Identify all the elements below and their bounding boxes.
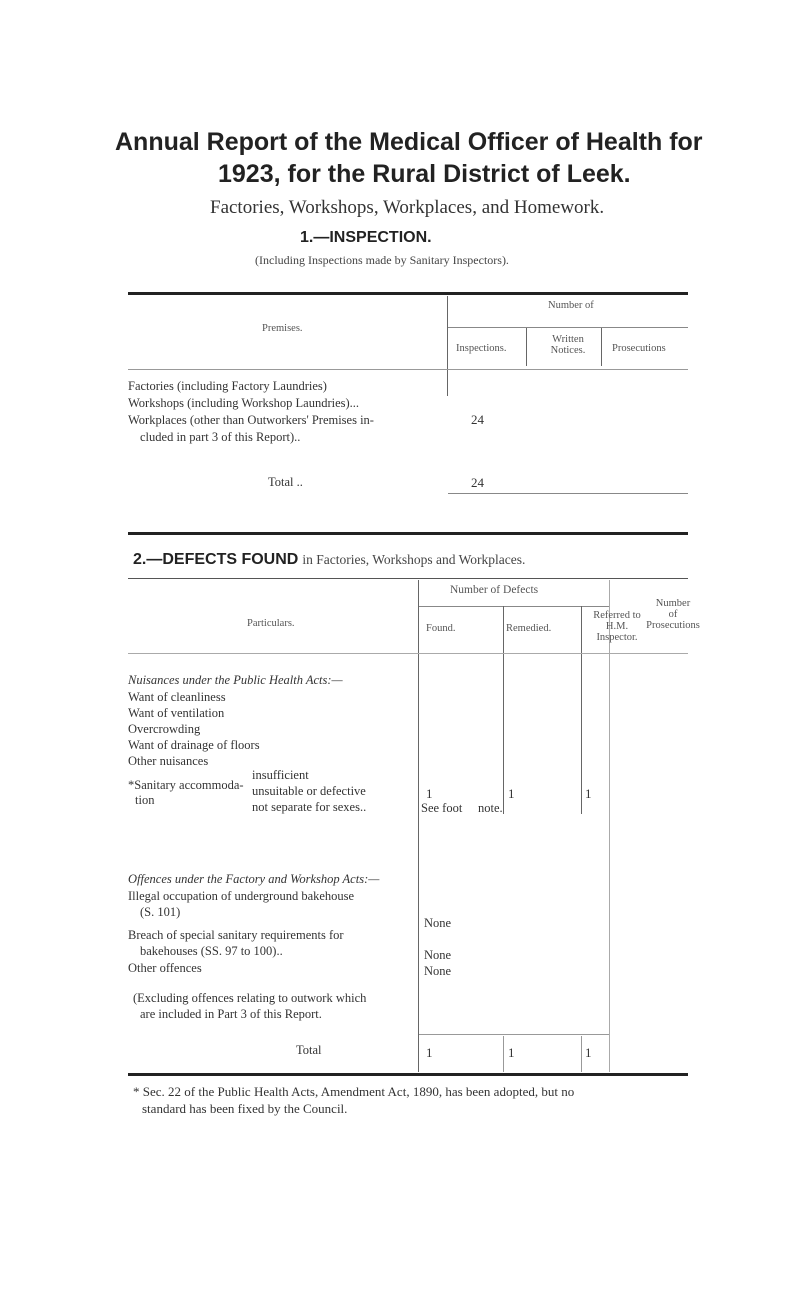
offence-illegal-cont: (S. 101) (140, 905, 181, 919)
section1-heading: 1.—INSPECTION. (300, 229, 432, 246)
see-footnote-cont: note. (478, 801, 503, 815)
nuisance-item: Want of ventilation (128, 706, 225, 720)
table2-total-referred: 1 (585, 1045, 592, 1060)
sanitary-found: 1 (426, 786, 433, 801)
col-pros-line3: Prosecutions (646, 620, 700, 631)
premises-row-factories: Factories (including Factory Laundries) (128, 379, 327, 393)
premises-row-workshops: Workshops (including Workshop Laundries)... (128, 396, 360, 410)
offence-illegal-value: None (424, 916, 452, 930)
offences-heading: Offences under the Factory and Workshop Acts:— (128, 872, 380, 886)
table2-total-found: 1 (426, 1045, 433, 1060)
col-referred-line2: H.M. (605, 621, 629, 632)
table1-total-inspections: 24 (471, 475, 484, 490)
section2-heading (133, 551, 525, 569)
excluding-note-cont: are included in Part 3 of this Report. (140, 1007, 322, 1021)
nuisance-item: Other nuisances (128, 754, 209, 768)
report-title-line1: Annual Report of the Medical Officer of Health for (115, 128, 703, 156)
offence-other-value: None (424, 964, 452, 978)
table1-top-rule (128, 292, 688, 295)
table1-bottom-rule (128, 532, 688, 535)
nuisance-item: Overcrowding (128, 722, 201, 736)
offence-other: Other offences (128, 961, 202, 975)
offence-breach-value: None (424, 948, 452, 962)
offence-breach-cont: bakehouses (SS. 97 to 100).. (140, 944, 283, 958)
sanitary-item: insufficient (252, 768, 309, 782)
table1-sub-rule (448, 327, 688, 328)
col-written-line2: Notices. (550, 345, 586, 356)
table1-total-label: Total .. (268, 475, 303, 489)
table1-header-rule (128, 369, 688, 370)
col-written-notices (538, 334, 598, 356)
table2-col-divider-lower-3 (609, 820, 610, 1072)
footnote-line1: * Sec. 22 of the Public Health Acts, Amendment Act, 1890, has been adopted, but no (133, 1084, 575, 1099)
section1-note: (Including Inspections made by Sanitary Inspectors). (255, 253, 509, 267)
col-referred-line3: Inspector. (596, 632, 638, 643)
report-subtitle: Factories, Workshops, Workplaces, and Homework. (210, 197, 605, 218)
table1-col-divider-2 (601, 328, 602, 366)
offence-illegal: Illegal occupation of underground bakehouse (128, 889, 355, 903)
table2-total-remedied: 1 (508, 1045, 515, 1060)
sanitary-referred: 1 (585, 786, 592, 801)
sanitary-item: unsuitable or defective (252, 784, 366, 798)
footnote-line2: standard has been fixed by the Council. (142, 1101, 348, 1116)
table1-total-rule (448, 493, 688, 494)
col-inspections: Inspections. (456, 343, 507, 354)
table2-total-top-rule (419, 1034, 609, 1035)
premises-row-workplaces: Workplaces (other than Outworkers' Premises in- (128, 413, 374, 427)
table2-top-rule (128, 578, 688, 579)
offence-breach: Breach of special sanitary requirements for (128, 928, 344, 942)
table2-col-divider-lower-1 (503, 1036, 504, 1072)
col-found: Found. (426, 623, 456, 634)
col-referred-line1: Referred to (593, 610, 641, 621)
sanitary-label: *Sanitary accommoda- (128, 778, 244, 792)
premises-row-workplaces-cont: cluded in part 3 of this Report).. (140, 430, 301, 444)
report-title-line2: 1923, for the Rural District of Leek. (218, 160, 631, 188)
table2-col-divider-2 (581, 606, 582, 814)
table1-divider (447, 296, 448, 396)
col-number-prosecutions (638, 598, 708, 631)
col-particulars: Particulars. (247, 618, 295, 629)
section2-heading-bold: 2.—DEFECTS FOUND (133, 551, 299, 568)
sanitary-item: not separate for sexes.. (252, 800, 367, 814)
col-written-line1: Written (552, 334, 584, 345)
nuisance-item: Want of drainage of floors (128, 738, 260, 752)
col-remedied: Remedied. (506, 623, 552, 634)
table2-bottom-rule (128, 1073, 688, 1076)
table2-col-divider-lower-2 (581, 1036, 582, 1072)
col-premises: Premises. (262, 323, 303, 334)
see-footnote: See foot (421, 801, 463, 815)
excluding-note: (Excluding offences relating to outwork which (133, 991, 367, 1005)
sanitary-label-cont: tion (135, 793, 155, 807)
table2-col-divider-1 (503, 606, 504, 814)
inspections-value: 24 (471, 412, 484, 427)
nuisance-item: Want of cleanliness (128, 690, 226, 704)
table1-col-divider-1 (526, 328, 527, 366)
col-number-of: Number of (548, 300, 594, 311)
col-pros-line1: Number (655, 598, 691, 609)
col-prosecutions: Prosecutions (612, 343, 666, 354)
col-pros-line2: of (668, 609, 678, 620)
table2-total-label: Total (296, 1043, 322, 1057)
sanitary-remedied: 1 (508, 786, 515, 801)
table2-divider (418, 580, 419, 820)
nuisances-heading: Nuisances under the Public Health Acts:— (128, 673, 343, 687)
section2-heading-rest: in Factories, Workshops and Workplaces. (302, 552, 526, 567)
col-number-of-defects: Number of Defects (450, 584, 539, 596)
table2-header-rule (128, 653, 688, 654)
